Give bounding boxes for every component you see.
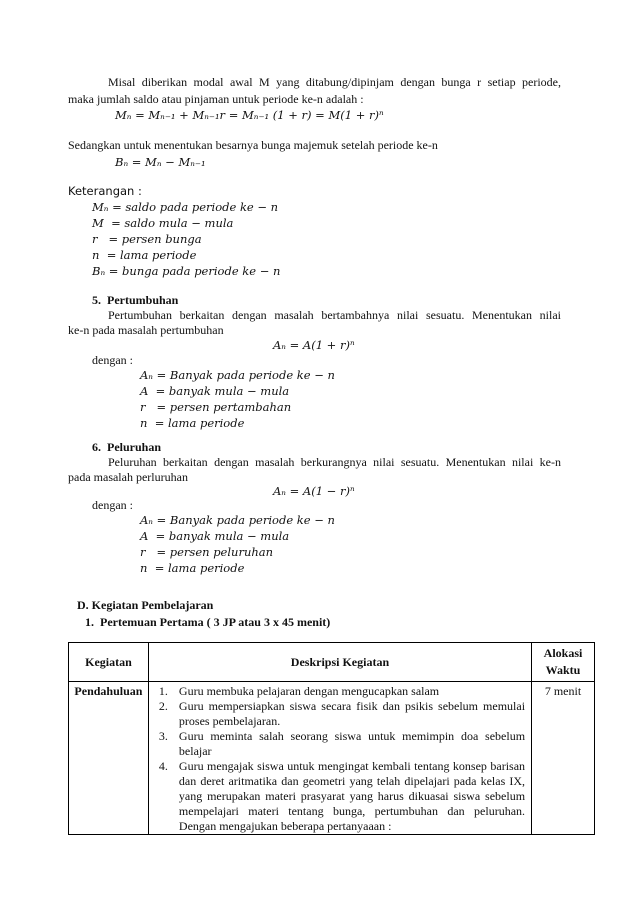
- keterangan-item: Bₙ = bunga pada periode ke − n: [92, 264, 281, 278]
- pertumbuhan-heading: 5. Pertumbuhan: [92, 293, 179, 307]
- keterangan-item: M = saldo mula − mula: [92, 216, 234, 230]
- header-alokasi: Alokasi Waktu: [532, 643, 595, 682]
- header-deskripsi: Deskripsi Kegiatan: [148, 643, 531, 682]
- pertumbuhan-line-2: ke-n pada masalah pertumbuhan: [68, 323, 224, 337]
- peluruhan-item: n = lama periode: [140, 561, 245, 575]
- list-item: 1. Guru membuka pelajaran dengan mengucapkan salam: [158, 684, 440, 698]
- list-item: 3. Guru meminta salah seorang siswa untuk memimpin doa sebelum belajar: [158, 729, 526, 758]
- cell-kegiatan: Pendahuluan: [69, 682, 149, 835]
- pertumbuhan-item: r = persen pertambahan: [140, 400, 292, 414]
- section-d-heading: D. Kegiatan Pembelajaran: [77, 598, 214, 612]
- peluruhan-line-1: Peluruhan berkaitan dengan masalah berkurangnya nilai sesuatu. Menentukan nilai ke-n: [108, 455, 561, 469]
- keterangan-item: r = persen bunga: [92, 232, 202, 246]
- peluruhan-item: Aₙ = Banyak pada periode ke − n: [140, 513, 335, 527]
- pertumbuhan-item: A = banyak mula − mula: [140, 384, 290, 398]
- peluruhan-item: A = banyak mula − mula: [140, 529, 290, 543]
- pertumbuhan-dengan: dengan :: [92, 353, 133, 367]
- formula-bunga: Bₙ = Mₙ − Mₙ₋₁: [115, 155, 206, 169]
- intro-line-1: Misal diberikan modal awal M yang ditabung/dipinjam dengan bunga r setiap periode,: [108, 75, 561, 89]
- intro-line-3: Sedangkan untuk menentukan besarnya bunga majemuk setelah periode ke-n: [68, 138, 438, 152]
- pertumbuhan-item: n = lama periode: [140, 416, 245, 430]
- intro-line-2: maka jumlah saldo atau pinjaman untuk periode ke-n adalah :: [68, 92, 364, 106]
- section-d-subheading: 1. Pertemuan Pertama ( 3 JP atau 3 x 45 menit): [85, 615, 331, 629]
- pertumbuhan-item: Aₙ = Banyak pada periode ke − n: [140, 368, 335, 382]
- cell-alokasi: 7 menit: [532, 682, 595, 835]
- table-row: [69, 682, 595, 835]
- list-item: 2. Guru mempersiapkan siswa secara fisik dan psikis sebelum memulai proses pembelajaran.: [158, 699, 526, 728]
- list-item: 4. Guru mengajak siswa untuk mengingat kembali tentang konsep barisan dan deret aritmatika dan geometri yang telah dipelajari pada kelas IX, yang merupakan materi prasyarat yang harus dikuasai siswa sebelum mempelajari materi tentang bunga, pertumbuhan dan peluruhan. Dengan mengajukan beberapa pertanyaaan :: [158, 759, 526, 833]
- keterangan-item: n = lama periode: [92, 248, 197, 262]
- formula-peluruhan: Aₙ = A(1 − r)ⁿ: [273, 484, 355, 498]
- steps-list: [159, 684, 525, 834]
- header-kegiatan: Kegiatan: [69, 643, 149, 682]
- formula-saldo: Mₙ = Mₙ₋₁ + Mₙ₋₁r = Mₙ₋₁ (1 + r) = M(1 + r)ⁿ: [115, 108, 384, 122]
- table-header-row: [69, 643, 595, 682]
- keterangan-title: Keterangan :: [68, 184, 142, 198]
- peluruhan-line-2: pada masalah perluruhan: [68, 470, 188, 484]
- peluruhan-dengan: dengan :: [92, 498, 133, 512]
- kegiatan-table: [68, 642, 595, 835]
- pertumbuhan-line-1: Pertumbuhan berkaitan dengan masalah bertambahnya nilai sesuatu. Menentukan nilai: [108, 308, 561, 322]
- formula-pertumbuhan: Aₙ = A(1 + r)ⁿ: [273, 338, 355, 352]
- cell-deskripsi: [148, 682, 531, 835]
- peluruhan-heading: 6. Peluruhan: [92, 440, 162, 454]
- keterangan-item: Mₙ = saldo pada periode ke − n: [92, 200, 279, 214]
- peluruhan-item: r = persen peluruhan: [140, 545, 274, 559]
